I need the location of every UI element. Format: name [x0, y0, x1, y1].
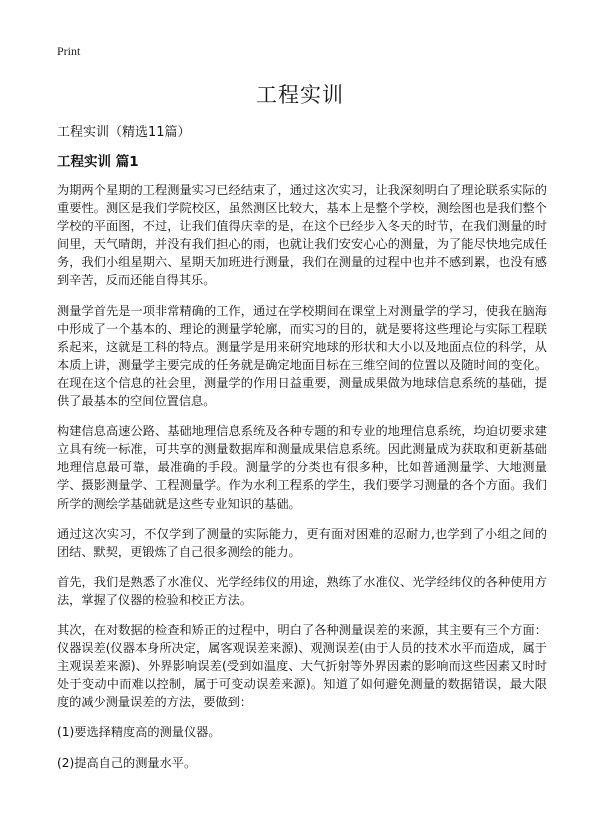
- document-body: [57, 181, 547, 784]
- list-item: (2)提高自己的测量水平。: [57, 755, 197, 770]
- paragraph: 其次，在对数据的检查和矫正的过程中，明白了各种测量误差的来源，其主要有三个方面：仪器误差(仪器本身所决定，属客观误差来源)、观测误差(由于人员的技术水平而造成，属于主观误差来源)、外界影响误差(受到如温度、大气折射等外界因素的影响而这些因素又时时处于变动中而难以控制，属于可变动误差来源)。知道了如何避免测量的数据错误，最大限度的减少测量误差的方法，要做到：: [57, 622, 547, 710]
- paragraph: 构建信息高速公路、基础地理信息系统及各种专题的和专业的地理信息系统，均迫切要求建立具有统一标准，可共享的测量数据库和测量成果信息系统。因此测量成为获取和更新基础地理信息最可靠，最准确的手段。测量学的分类也有很多种，比如普通测量学、大地测量学、摄影测量学、工程测量学。作为水利工程系的学生，我们要学习测量的各个方面。我们所学的测绘学基础就是这些专业知识的基础。: [57, 424, 547, 511]
- document-subtitle: 工程实训（精选11篇）: [57, 125, 191, 140]
- paragraph: 首先，我们是熟悉了水准仪、光学经纬仪的用途，熟练了水准仪、光学经纬仪的各种使用方法，掌握了仪器的检验和校正方法。: [57, 574, 547, 607]
- document-title: 工程实训: [256, 83, 344, 107]
- paragraph: 测量学首先是一项非常精确的工作，通过在学校期间在课堂上对测量学的学习，使我在脑海中形成了一个基本的、理论的测量学轮廓，而实习的目的，就是要将这些理论与实际工程联系起来，这就是工科的特点。测量学是用来研究地球的形状和大小以及地面点位的科学，从本质上讲，测量学主要完成的任务就是确定地面目标在三维空间的位置以及随时间的变化。在现在这个信息的社会里，测量学的作用日益重要，测量成果做为地球信息系统的基础，提供了最基本的空间位置信息。: [57, 303, 547, 409]
- paragraph: 通过这次实习，不仅学到了测量的实际能力，更有面对困难的忍耐力,也学到了小组之间的团结、默契，更锻炼了自己很多测绘的能力。: [57, 526, 547, 559]
- list-item: (1)要选择精度高的测量仪器。: [57, 725, 221, 740]
- section-heading: 工程实训 篇1: [57, 154, 139, 170]
- print-label: Print: [57, 44, 81, 58]
- paragraph: 为期两个星期的工程测量实习已经结束了，通过这次实习，让我深刻明白了理论联系实际的重要性。测区是我们学院校区，虽然测区比较大，基本上是整个学校，测绘图也是我们整个学校的平面图，不过，让我们值得庆幸的是，在这个已经步入冬天的时节，在我们测量的时间里，天气晴朗，并没有我们担心的雨，也就让我们安安心心的测量，为了能尽快地完成任务，我们小组星期六、星期天加班进行测量，我们在测量的过程中也并不感到累，也没有感到辛苦，反而还能自得其乐。: [57, 183, 547, 288]
